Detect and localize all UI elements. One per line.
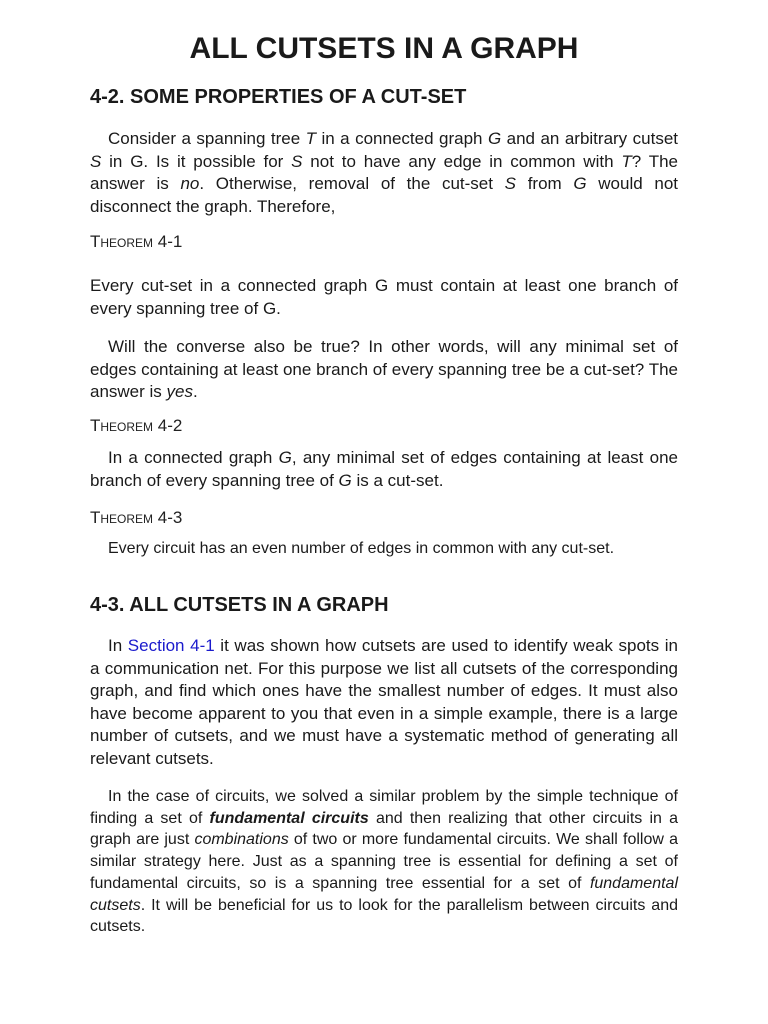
- text-run: , any minimal set of edges containing at least one branch of every spanning tree of: [90, 448, 678, 490]
- text-run: not to have any edge in common with: [302, 151, 622, 171]
- page-title: ALL CUTSETS IN A GRAPH: [189, 32, 579, 65]
- text-run: it was shown how cutsets are used to identify weak spots in a communication net. For this purpose we list all cutsets of the corresponding graph, and find which ones have the smallest number of edges. It must also have become apparent to you that even in a simple example, there is a large number of cutsets, and we must have a systematic method of generating all relevant cutsets.: [90, 636, 678, 768]
- theorem-4-1-text: Every cut-set in a connected graph G must contain at least one branch of every spanning tree of G.: [90, 276, 678, 318]
- math-var: S: [90, 151, 102, 171]
- text-run: in a connected graph: [316, 129, 488, 148]
- math-var: G: [573, 174, 587, 193]
- text-run: in G. Is it possible for: [101, 151, 292, 171]
- section-4-1-link[interactable]: Section 4-1: [127, 636, 215, 655]
- theorem-4-1-label: Theorem 4-1: [90, 232, 183, 251]
- emphasis: fundamental cutsets: [90, 874, 678, 914]
- emphasis: yes: [166, 382, 193, 401]
- text-run: In the case of circuits, we solved a similar problem by the simple technique of finding a set of: [90, 788, 678, 827]
- text-run: from: [516, 174, 574, 193]
- math-var: G: [278, 448, 292, 467]
- text-run: and then realizing that other circuits in a graph are just: [90, 809, 679, 849]
- math-var: S: [291, 151, 303, 171]
- math-var: G: [338, 470, 352, 490]
- text-run: In a connected graph: [108, 448, 279, 467]
- text-run: Will the converse also be true? In other words, will any minimal set of edges containing at least one branch of every spanning tree be a cut-set? The answer is: [90, 337, 678, 401]
- paragraph-fundamental: [90, 786, 678, 938]
- math-var: T: [305, 129, 317, 148]
- text-run: .: [193, 382, 198, 401]
- emphasis: combinations: [194, 831, 289, 849]
- theorem-4-2-label: Theorem 4-2: [90, 416, 183, 435]
- emphasis-bold: fundamental circuits: [209, 809, 369, 827]
- paragraph-cutsets-intro: [90, 635, 678, 770]
- theorem-4-2-text: [90, 447, 678, 492]
- text-run: of two or more fundamental circuits. We shall follow a similar strategy here. Just as a spanning tree is essential for defining a set of fundamental circuits, so is a spanning tree essential for a set of: [90, 831, 678, 892]
- text-run: . Otherwise, removal of the cut-set: [199, 174, 505, 193]
- paragraph-converse: [90, 336, 678, 404]
- paragraph-spanning-tree: [90, 128, 678, 218]
- emphasis: no: [180, 174, 200, 193]
- math-var: T: [621, 151, 632, 171]
- text-run: Consider a spanning tree: [108, 129, 306, 148]
- math-var: S: [504, 174, 517, 193]
- text-run: would not disconnect the graph. Therefore,: [90, 174, 679, 216]
- section-heading-4-3: 4-3. ALL CUTSETS IN A GRAPH: [90, 594, 389, 616]
- math-var: G: [487, 129, 502, 148]
- text-run: is a cut-set.: [351, 470, 444, 490]
- text-run: ? The answer is: [90, 151, 678, 193]
- text-run: . It will be beneficial for us to look for the parallelism between circuits and cutsets.: [90, 896, 678, 936]
- section-heading-4-2: 4-2. SOME PROPERTIES OF A CUT-SET: [90, 86, 467, 108]
- text-run: In: [108, 636, 128, 655]
- text-run: and an arbitrary cutset: [501, 129, 679, 148]
- theorem-4-3-text: Every circuit has an even number of edges in common with any cut-set.: [108, 540, 615, 557]
- theorem-4-3-label: Theorem 4-3: [90, 508, 183, 527]
